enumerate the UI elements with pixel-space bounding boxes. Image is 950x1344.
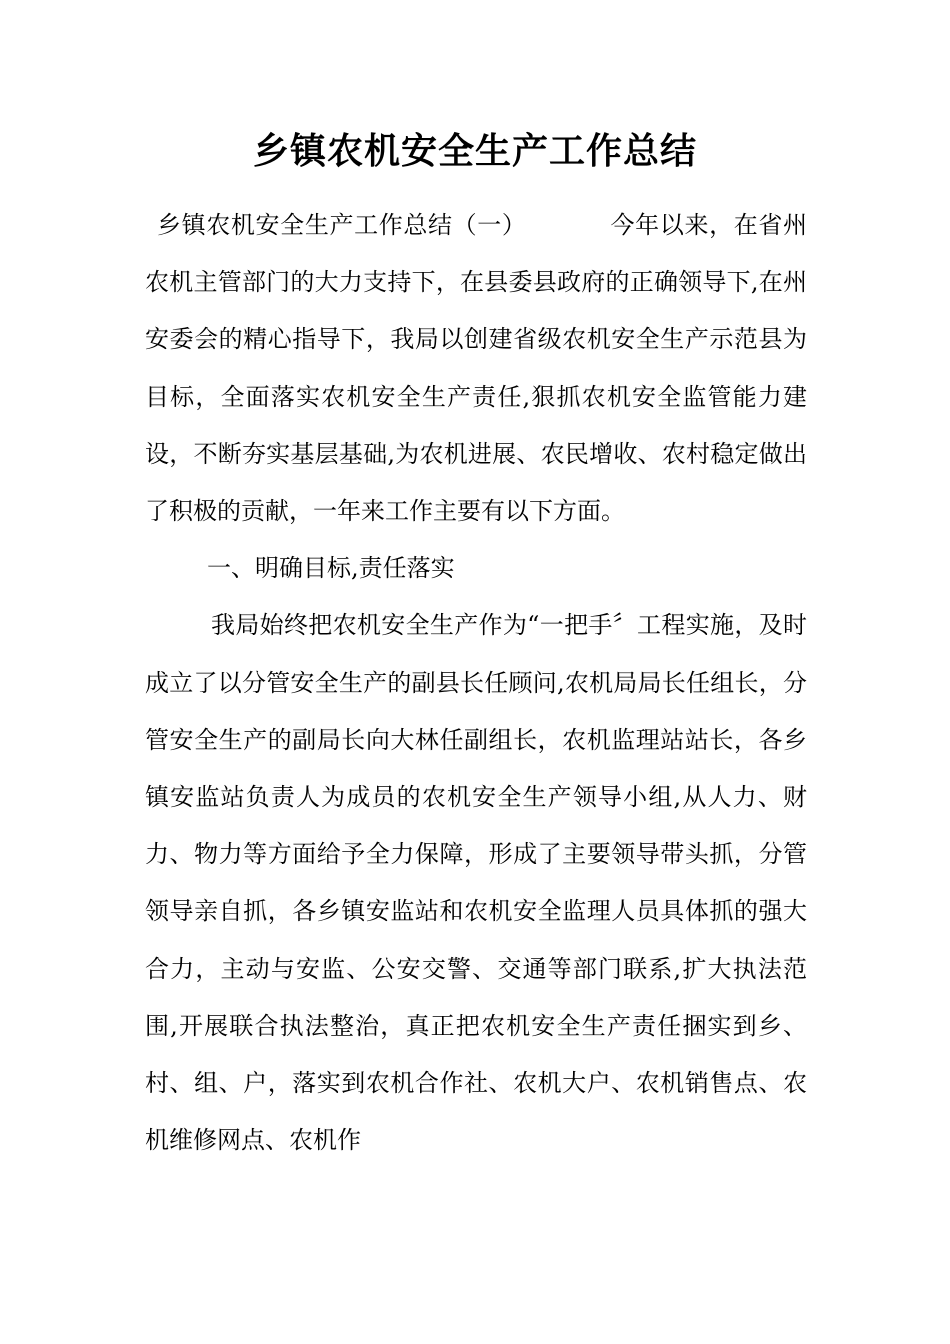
paragraph-intro-text: 今年以来，在省州农机主管部门的大力支持下，在县委县政府的正确领导下,在州安委会的精心指导下，我局以创建省级农机安全生产示范县为目标，全面落实农机安全生产责任,狠抓农机安全监管能力建设，不断夯实基层基础,为农机进展、农民增收、农村稳定做出了积极的贡献，一年来工作主要有以下方面。 <box>145 211 808 526</box>
paragraph-section-1: 我局始终把农机安全生产作为“一把手〞工程实施，及时成立了以分管安全生产的副县长任顾问,农机局局长任组长，分管安全生产的副局长向大林任副组长，农机监理站站长，各乡镇安监站负责人为成员的农机安全生产领导小组,从人力、财力、物力等方面给予全力保障，形成了主要领导带头抓，分管领导亲自抓，各乡镇安监站和农机安全监理人员具体抓的强大合力，主动与安监、公安交警、交通等部门联系,扩大执法范围,开展联合执法整治，真正把农机安全生产责任捆实到乡、村、组、户，落实到农机合作社、农机大户、农机销售点、农机维修网点、农机作 <box>145 611 807 1155</box>
document-body <box>145 197 807 1169</box>
section-heading-1: 一、明确目标,责任落实 <box>207 554 455 583</box>
paragraph-intro <box>145 197 807 540</box>
document-title: 乡镇农机安全生产工作总结 <box>252 131 697 172</box>
document-subtitle: 乡镇农机安全生产工作总结（一） <box>157 211 527 239</box>
